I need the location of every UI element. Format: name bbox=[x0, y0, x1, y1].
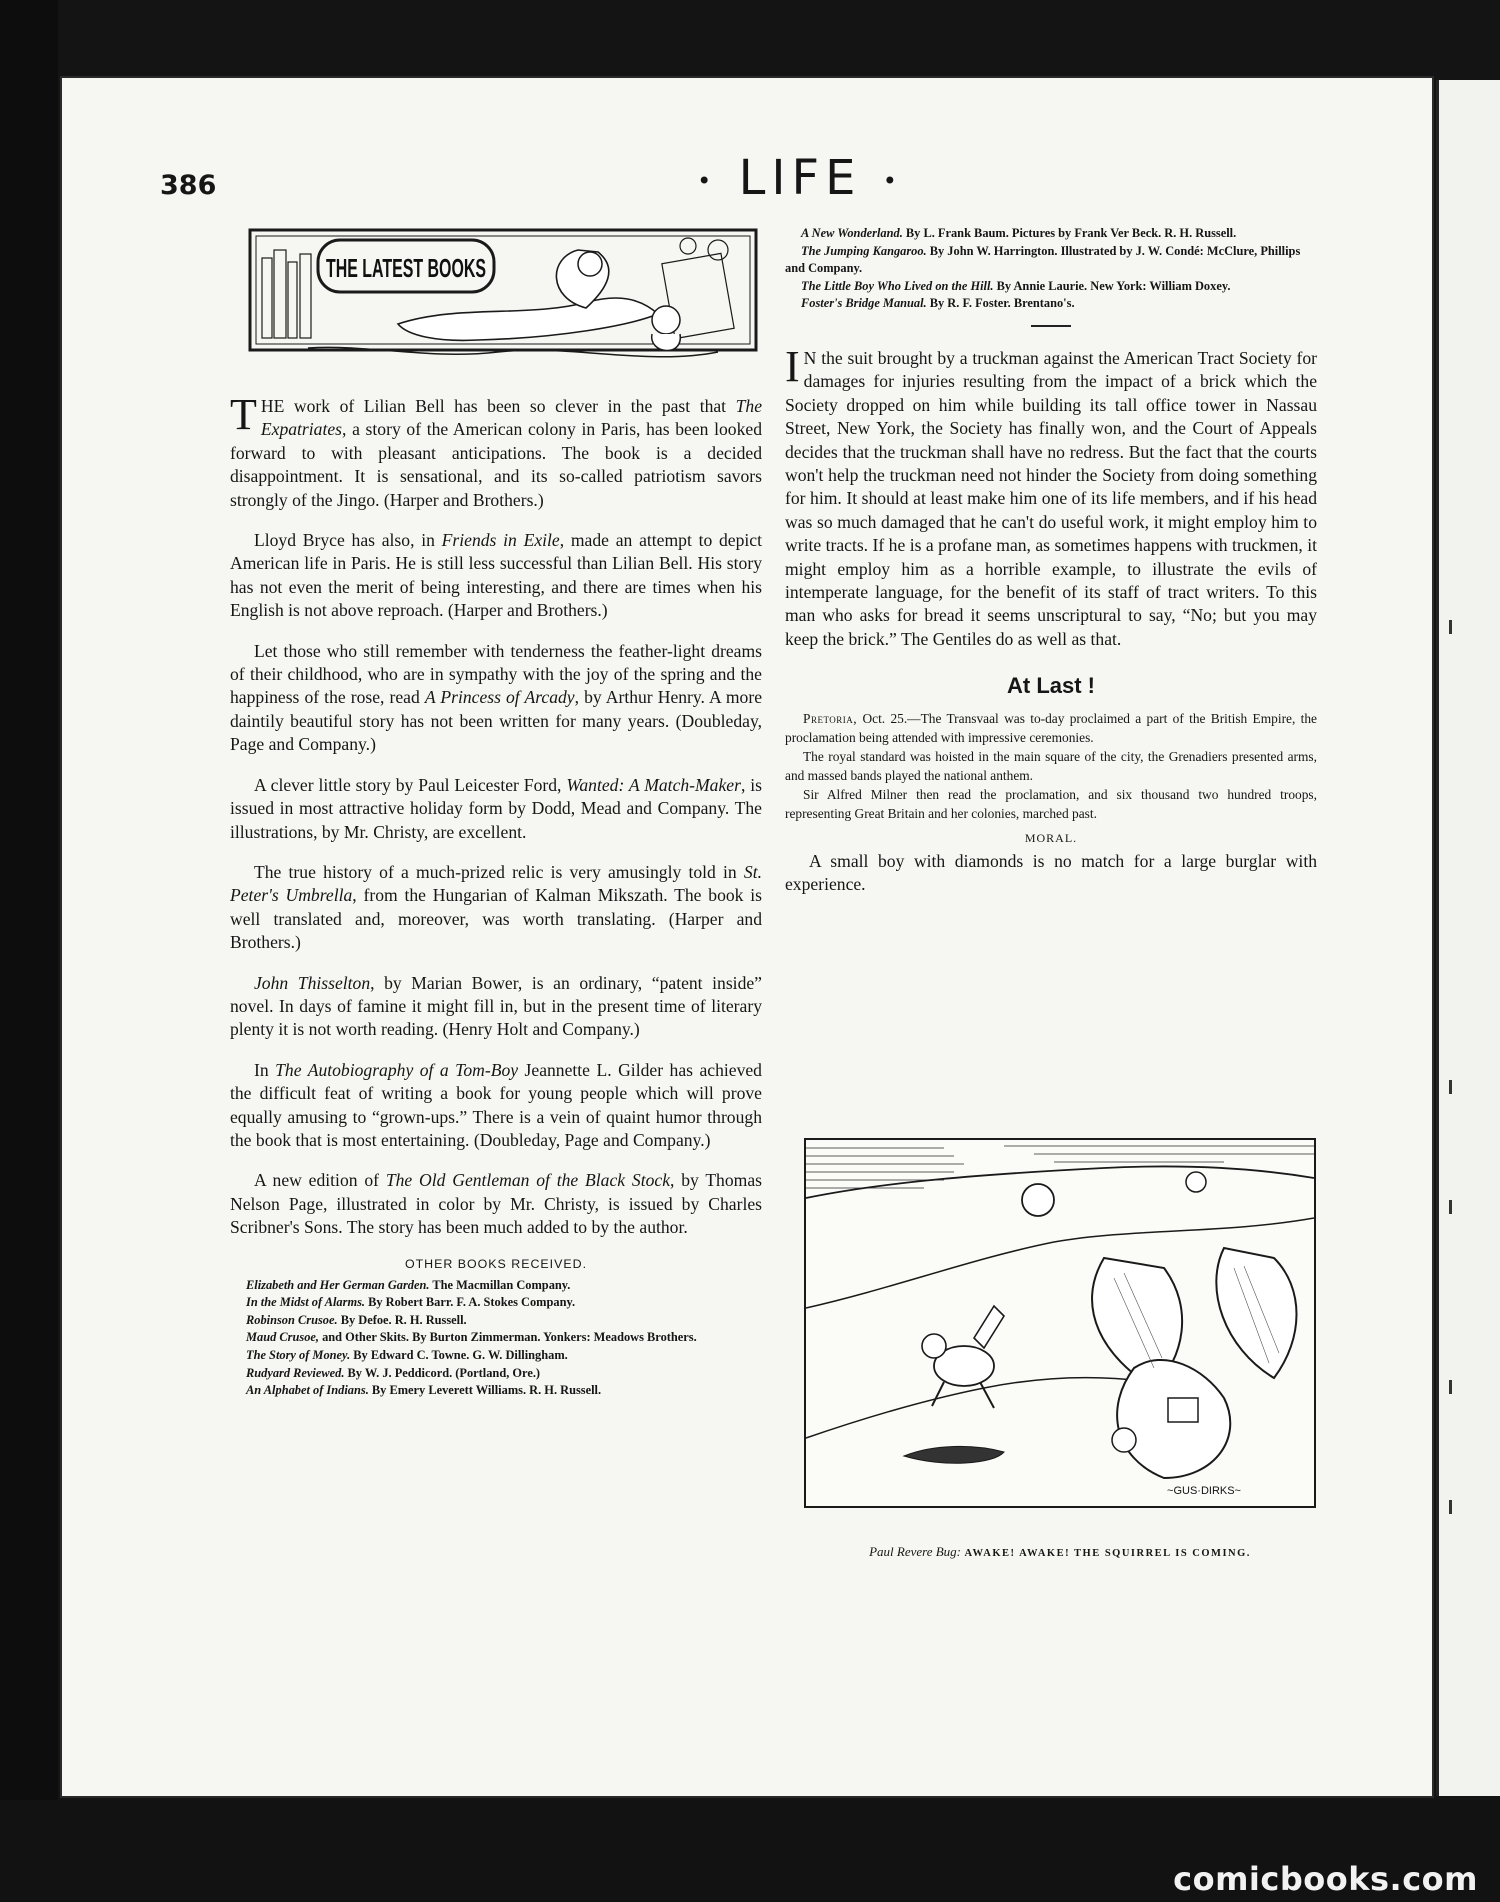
book-title: St. Peter's Umbrella bbox=[230, 861, 762, 906]
text-run: By Emery Leverett Williams. R. H. Russell. bbox=[368, 1383, 602, 1398]
list-item bbox=[785, 243, 1317, 278]
text-run: Let those who still remember with tenderness the feather-light dreams of their childhood, who are in sympathy with the joy of the spring and the happiness of the rose, read bbox=[230, 640, 762, 708]
book-title: A New Wonderland. bbox=[801, 226, 903, 240]
caption-speaker: Paul Revere Bug: bbox=[869, 1544, 961, 1559]
review-expatriates bbox=[230, 390, 762, 512]
text-run: The true history of a much-prized relic is very amusingly told in bbox=[254, 861, 744, 882]
book-title: Foster's Bridge Manual. bbox=[801, 296, 927, 311]
dispatch-paragraph: The royal standard was hoisted in the main square of the city, the Grenadiers presented arms, and massed bands played the national anthem. bbox=[785, 749, 1317, 784]
text-run: By Edward C. Towne. G. W. Dillingham. bbox=[350, 1347, 568, 1362]
text-run: Jeannette L. Gilder has achieved the difficult feat of writing a book for young people which will prove equally amusing to “grown-ups.” There is a vein of quaint humor through the book that is most entertaining. (Doubleday, Page and Company.) bbox=[230, 1059, 762, 1150]
pretoria-dispatch bbox=[785, 709, 1317, 823]
at-last-heading: At Last ! bbox=[1007, 673, 1095, 699]
other-books-continued bbox=[785, 225, 1317, 313]
left-column bbox=[230, 390, 763, 1400]
section-rule bbox=[1031, 325, 1071, 327]
moral-heading: MORAL. bbox=[1024, 831, 1078, 846]
right-column bbox=[785, 225, 1317, 896]
book-title: The Autobiography of a Tom-Boy bbox=[275, 1059, 519, 1080]
dateline: Pretoria, bbox=[803, 711, 858, 727]
masthead-title: LIFE bbox=[738, 150, 862, 206]
text-run: and Other Skits. By Burton Zimmerman. Yonkers: Meadows Brothers. bbox=[319, 1330, 697, 1345]
text-run: By W. J. Peddicord. (Portland, Ore.) bbox=[344, 1365, 541, 1380]
list-item bbox=[785, 225, 1317, 243]
list-item bbox=[230, 1329, 762, 1347]
book-title: In the Midst of Alarms. bbox=[246, 1295, 365, 1310]
text-run: N the suit brought by a truckman against the American Tract Society for damages for injuries resulting from the impact of a brick which the Society dropped on him while building its tall office tower in Nassau Street, New York, the Society has finally won, and the Court of Appeals decides that the truckman shall have no redress. But the fact that the courts won't help the truckman need not hinder the Society from doing something for him. It should at least make him one of its life members, and if his head was so much damaged that he can't do useful work, it might employ him to write tracts. If he is a profane man, as sometimes happens with truckmen, it might employ him as a horrible example, to illustrate the evils of intemperate language, for the benefit of its staff of tract writers. To this man who asks for bread it seems unscriptural to say, “No; but you may keep the brick.” The Gentiles do as well as that. bbox=[785, 347, 1317, 649]
text-run: , made an attempt to depict American life in Paris. He is still less successful than Lilian Bell. His story has not even the merit of being interesting, and there are times when his English is not above reproach. (Harper and Brothers.) bbox=[230, 530, 762, 621]
book-title: Robinson Crusoe. bbox=[246, 1312, 338, 1327]
page-number: 386 bbox=[160, 170, 217, 201]
text-run: A new edition of bbox=[254, 1170, 386, 1191]
adjacent-page-edge bbox=[1436, 80, 1500, 1796]
review-friends-in-exile bbox=[230, 529, 762, 623]
book-title: The Expatriates bbox=[260, 396, 762, 440]
list-item bbox=[230, 1312, 762, 1330]
book-title: The Old Gentleman of the Black Stock bbox=[385, 1170, 671, 1191]
list-item bbox=[230, 1277, 762, 1295]
text-run: By John W. Harrington. Illustrated by J. W. Condé: McClure, Phillips and Company. bbox=[785, 243, 1301, 276]
book-title: An Alphabet of Indians. bbox=[246, 1383, 369, 1398]
list-item bbox=[785, 295, 1317, 313]
review-princess-of-arcady bbox=[230, 640, 762, 757]
book-title: Friends in Exile bbox=[441, 530, 560, 551]
moral-text: A small boy with diamonds is no match for a large burglar with experience. bbox=[785, 851, 1317, 895]
text-run: Lloyd Bryce has also, in bbox=[254, 530, 442, 551]
book-title: John Thisselton bbox=[254, 972, 371, 993]
text-run: HE work of Lilian Bell has been so clever in the past that bbox=[260, 396, 736, 416]
text-run: , from the Hungarian of Kalman Mikszath. The book is well translated and, moreover, was worth translating. (Harper and Brothers.) bbox=[230, 885, 762, 953]
scan-border bbox=[0, 0, 58, 1902]
text-run: , by Arthur Henry. A more daintily beautiful story has not been written for many years. (Doubleday, Page and Company.) bbox=[230, 687, 763, 755]
review-tom-boy bbox=[230, 1059, 762, 1153]
text-run: , a story of the American colony in Paris, has been looked forward to with pleasant anticipations. The book is a decided disappointment. It is sensational, and its so-called patriotism savors strongly of the Jingo. (Harper and Brothers.) bbox=[230, 419, 762, 510]
other-books-list bbox=[230, 1277, 762, 1400]
list-item bbox=[785, 278, 1317, 296]
text-run: In bbox=[254, 1059, 276, 1080]
caption-text: AWAKE! AWAKE! THE SQUIRREL IS COMING. bbox=[961, 1548, 1251, 1559]
drop-cap: T bbox=[230, 390, 257, 439]
book-title: The Story of Money. bbox=[246, 1347, 351, 1362]
masthead-dot-right: • bbox=[882, 167, 903, 195]
list-item bbox=[230, 1382, 762, 1400]
text-run: By Defoe. R. H. Russell. bbox=[337, 1312, 467, 1327]
list-item bbox=[230, 1365, 762, 1383]
book-title: The Jumping Kangaroo. bbox=[801, 243, 927, 258]
list-item bbox=[230, 1347, 762, 1365]
cartoon-signature: ~GUS·DIRKS~ bbox=[1167, 1485, 1241, 1497]
review-match-maker bbox=[230, 774, 762, 844]
text-run: By Robert Barr. F. A. Stokes Company. bbox=[365, 1295, 576, 1310]
review-st-peters-umbrella bbox=[230, 861, 762, 955]
book-title: Maud Crusoe, bbox=[246, 1330, 319, 1345]
book-title: The Little Boy Who Lived on the Hill. bbox=[801, 278, 994, 293]
list-item bbox=[230, 1294, 762, 1312]
drop-cap: I bbox=[785, 341, 800, 391]
masthead-dot-left: • bbox=[697, 167, 718, 195]
text-run: Oct. 25.—The Transvaal was to-day proclaimed a part of the British Empire, the proclamation being attended with impressive ceremonies. bbox=[785, 711, 1317, 746]
text-run: A clever little story by Paul Leicester Ford, bbox=[254, 774, 567, 795]
dispatch-paragraph: Sir Alfred Milner then read the proclamation, and six thousand two hundred troops, representing Great Britain and her colonies, marched past. bbox=[785, 787, 1317, 822]
review-black-stock bbox=[230, 1169, 762, 1239]
masthead bbox=[600, 150, 1000, 206]
text-run: By Annie Laurie. New York: William Doxey. bbox=[993, 278, 1231, 293]
book-title: Wanted: A Match-Maker bbox=[566, 774, 741, 795]
book-title: Rudyard Reviewed. bbox=[246, 1365, 345, 1380]
other-books-heading: OTHER BOOKS RECEIVED. bbox=[404, 1256, 588, 1271]
review-john-thisselton bbox=[230, 972, 762, 1042]
banner-title: THE LATEST BOOKS bbox=[326, 253, 486, 283]
watermark: comicbooks.com bbox=[1173, 1860, 1478, 1898]
text-run: , by Thomas Nelson Page, illustrated in color by Mr. Christy, is issued by Charles Scribner's Sons. The story has been much added to by the author. bbox=[230, 1170, 762, 1238]
book-title: A Princess of Arcady bbox=[424, 687, 575, 708]
truckman-article bbox=[785, 341, 1317, 651]
text-run: , is issued in most attractive holiday form by Dodd, Mead and Company. The illustrations, by Mr. Christy, are excellent. bbox=[230, 774, 762, 842]
book-title: Elizabeth and Her German Garden. bbox=[246, 1277, 430, 1292]
cartoon-caption bbox=[804, 1544, 1316, 1560]
text-run: By L. Frank Baum. Pictures by Frank Ver Beck. R. H. Russell. bbox=[902, 226, 1237, 240]
text-run: , by Marian Bower, is an ordinary, “patent inside” novel. In days of famine it might fill in, but in the present time of literary plenty it is not worth reading. (Henry Holt and Company.) bbox=[230, 972, 762, 1040]
dispatch-paragraph bbox=[785, 709, 1317, 747]
squirrel-cartoon bbox=[804, 1138, 1316, 1508]
text-run: By R. F. Foster. Brentano's. bbox=[926, 296, 1075, 311]
latest-books-banner bbox=[248, 228, 758, 374]
text-run: The Macmillan Company. bbox=[429, 1277, 571, 1292]
